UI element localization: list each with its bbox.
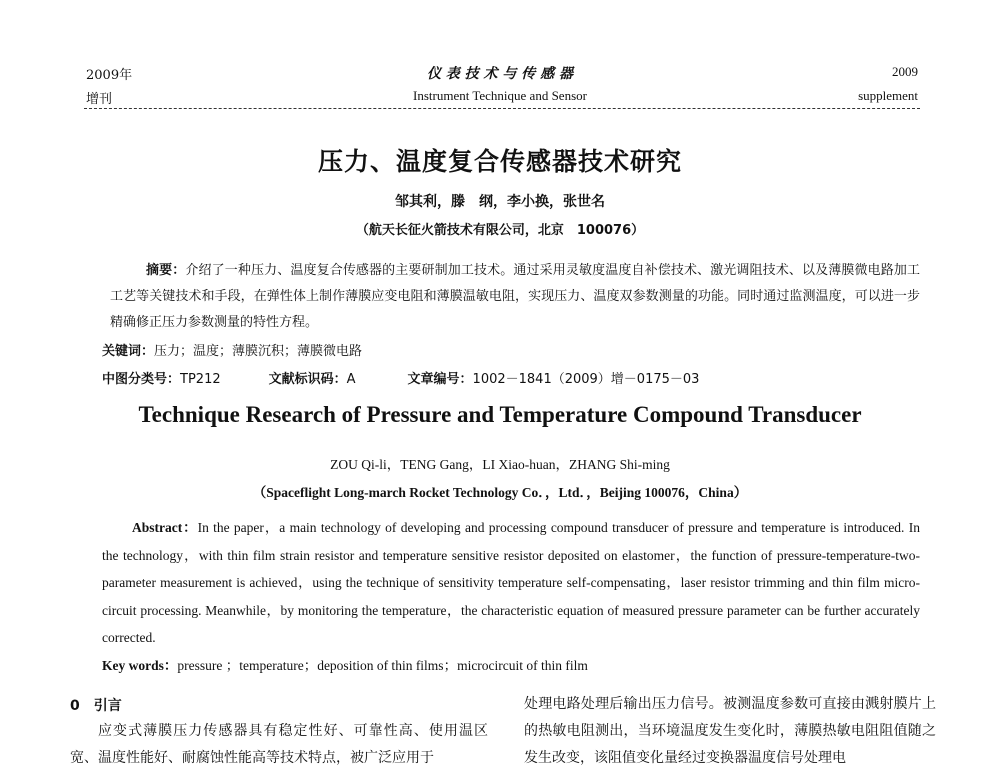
- classification-line: [102, 368, 699, 387]
- clc-value: TP212: [180, 372, 221, 387]
- paper-title-en: Technique Research of Pressure and Temperature Compound Transducer: [138, 402, 862, 427]
- header-year-left: 2009年: [86, 68, 133, 83]
- header-issue-right: supplement: [858, 88, 918, 103]
- abstract-label-cn: 摘要：: [146, 263, 186, 278]
- keywords-text-en: pressure ；temperature；deposition of thin films；microcircuit of thin film: [177, 658, 588, 673]
- keywords-cn: [102, 340, 362, 359]
- affiliation-en: （Spaceflight Long-march Rocket Technology Co．，Ltd．，Beijing 100076，China）: [252, 485, 748, 500]
- journal-name-en: Instrument Technique and Sensor: [413, 88, 587, 103]
- header-rule: [84, 108, 920, 109]
- abstract-cn: [110, 258, 920, 336]
- doc-code-value: A: [346, 372, 356, 387]
- affiliation-cn: （航天长征火箭技术有限公司，北京 100076）: [355, 223, 645, 238]
- authors-en: ZOU Qi-li，TENG Gang，LI Xiao-huan，ZHANG Shi-ming: [330, 457, 670, 472]
- header-year-right: 2009: [892, 64, 918, 79]
- clc-label: 中图分类号：: [102, 372, 181, 387]
- authors-cn: 邹其利，滕 纲，李小换，张世名: [395, 194, 605, 210]
- abstract-text-en: In the paper，a main technology of developing and processing compound transducer of pressure and temperature is introduced. In the technology，with thin film strain resistor and temperature sensitive resistor deposited on elastomer，the function of pressure-temperature-two-parameter measurement is achieved，using the technique of sensitivity temperature self-compensating，laser resistor trimming and thin film micro-circuit processing. Meanwhile，by monitoring the temperature，the characteristic equation of measured pressure parameter can be further accurately corrected.: [102, 520, 920, 645]
- article-no-label: 文章编号：: [407, 372, 473, 387]
- abstract-en: [102, 514, 920, 652]
- paper-title-cn: 压力、温度复合传感器技术研究: [317, 147, 682, 176]
- journal-name-cn: 仪 表 技 术 与 传 感 器: [426, 66, 574, 82]
- keywords-label-cn: 关键词：: [102, 344, 155, 359]
- abstract-label-en: Abstract：: [132, 520, 198, 535]
- abstract-text-cn: 介绍了一种压力、温度复合传感器的主要研制加工技术。通过采用灵敏度温度自补偿技术、激光调阻技术、以及薄膜微电路加工工艺等关键技术和手段，在弹性体上制作薄膜应变电阻和薄膜温敏电阻，实现压力、温度双参数测量的功能。同时通过监测温度，可以进一步精确修正压力参数测量的特性方程。: [110, 263, 920, 330]
- section-heading: 0 引言: [70, 698, 122, 714]
- header-issue-left: 增刊: [86, 92, 113, 107]
- keywords-label-en: Key words：: [102, 658, 178, 673]
- doc-code-label: 文献标识码：: [268, 372, 347, 387]
- keywords-en: [102, 654, 588, 674]
- body-right-column: 处理电路处理后输出压力信号。被测温度参数可直接由溅射膜片上的热敏电阻测出，当环境温度发生变化时，薄膜热敏电阻阻值随之发生改变，该阻值变化量经过变换器温度信号处理电: [524, 696, 936, 766]
- keywords-text-cn: 压力；温度；薄膜沉积；薄膜微电路: [154, 344, 363, 359]
- body-left-column: 应变式薄膜压力传感器具有稳定性好、可靠性高、使用温区宽、温度性能好、耐腐蚀性能高等技术特点，被广泛应用于: [70, 723, 488, 766]
- article-no-value: 1002－1841（2009）增－0175－03: [472, 372, 700, 387]
